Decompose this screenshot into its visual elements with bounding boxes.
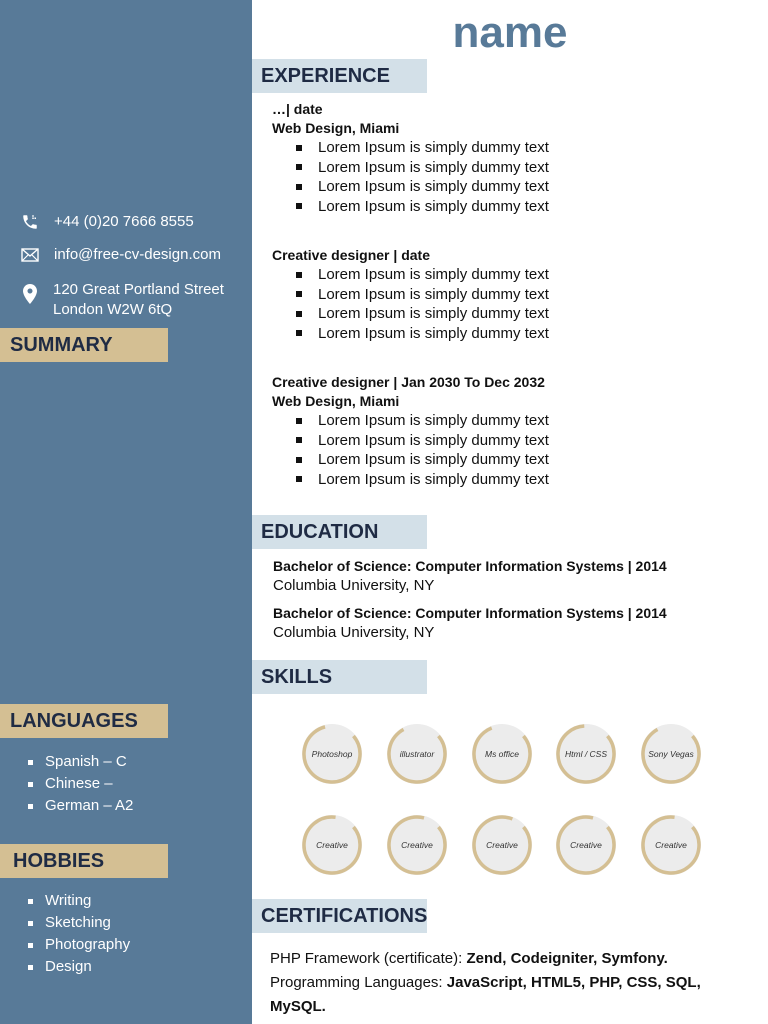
hobby-item: Writing: [28, 890, 130, 912]
skills-heading: SKILLS: [252, 660, 427, 694]
languages-heading: LANGUAGES: [0, 704, 168, 738]
job-bullet: Lorem Ipsum is simply dummy text: [272, 470, 752, 490]
job-bullet: Lorem Ipsum is simply dummy text: [272, 304, 752, 324]
address-line-2: London W2W 6tQ: [53, 301, 173, 318]
phone-icon: [20, 212, 40, 232]
job-bullet: Lorem Ipsum is simply dummy text: [272, 411, 752, 431]
skill-circle: [387, 815, 447, 875]
hobby-item: Sketching: [28, 912, 130, 934]
language-item: Spanish – C: [28, 751, 133, 773]
candidate-name: name: [452, 8, 568, 57]
job-company: Web Design, Miami: [272, 120, 400, 136]
skill-circle: [641, 815, 701, 875]
job-title: Creative designer | Jan 2030 To Dec 2032: [272, 374, 545, 390]
skill-label: Creative: [655, 840, 687, 850]
envelope-icon: [20, 245, 40, 265]
skill-label: Photoshop: [311, 749, 353, 759]
skill-circle: [387, 724, 447, 784]
certification-line-2: Programming Languages: JavaScript, HTML5, PHP, CSS, SQL, MySQL.: [270, 974, 701, 1015]
job-bullet: Lorem Ipsum is simply dummy text: [272, 431, 752, 451]
contact-address: [20, 280, 224, 320]
contact-email: [20, 245, 221, 265]
certification-line-1: PHP Framework (certificate): Zend, Codeigniter, Symfony.: [270, 950, 668, 967]
job-title: Creative designer | date: [272, 247, 430, 263]
language-item: Chinese –: [28, 773, 133, 795]
hobby-item: Photography: [28, 934, 130, 956]
degree: Bachelor of Science: Computer Information Systems | 2014: [273, 558, 667, 574]
job-bullet: Lorem Ipsum is simply dummy text: [272, 177, 752, 197]
job-bullet: Lorem Ipsum is simply dummy text: [272, 450, 752, 470]
skill-circle: [556, 815, 616, 875]
education-heading: EDUCATION: [252, 515, 427, 549]
experience-entry-1: [272, 100, 752, 216]
hobbies-list: [28, 890, 130, 978]
education-entry-2: [273, 604, 753, 642]
address-line-1: 120 Great Portland Street: [53, 281, 224, 298]
skill-circle: [302, 815, 362, 875]
school: Columbia University, NY: [273, 624, 435, 641]
skill-label: Creative: [401, 840, 433, 850]
summary-heading: SUMMARY: [0, 328, 168, 362]
job-bullet: Lorem Ipsum is simply dummy text: [272, 197, 752, 217]
location-pin-icon: [20, 284, 40, 304]
hobby-item: Design: [28, 956, 130, 978]
skill-circle: [472, 815, 532, 875]
experience-heading: EXPERIENCE: [252, 59, 427, 93]
email-text: info@free-cv-design.com: [54, 246, 221, 263]
skill-label: Ms office: [484, 749, 519, 759]
skill-label: illustrator: [399, 749, 435, 759]
contact-phone: [20, 212, 194, 232]
certifications-heading: CERTIFICATIONS: [252, 899, 427, 933]
degree: Bachelor of Science: Computer Information Systems | 2014: [273, 605, 667, 621]
skill-label: Sony Vegas: [648, 749, 694, 759]
job-bullet: Lorem Ipsum is simply dummy text: [272, 285, 752, 305]
skill-circle: [472, 724, 532, 784]
phone-text: +44 (0)20 7666 8555: [54, 213, 194, 230]
job-title: …| date: [272, 101, 323, 117]
school: Columbia University, NY: [273, 577, 435, 594]
experience-entry-3: [272, 373, 752, 489]
job-bullet: Lorem Ipsum is simply dummy text: [272, 138, 752, 158]
skill-circle: [641, 724, 701, 784]
job-bullet: Lorem Ipsum is simply dummy text: [272, 324, 752, 344]
job-bullet: Lorem Ipsum is simply dummy text: [272, 158, 752, 178]
skill-label: Creative: [486, 840, 518, 850]
skill-circle: [556, 724, 616, 784]
hobbies-heading: HOBBIES: [0, 844, 168, 878]
experience-entry-2: [272, 246, 752, 343]
job-company: Web Design, Miami: [272, 393, 400, 409]
skill-circle: [302, 724, 362, 784]
job-bullet: Lorem Ipsum is simply dummy text: [272, 265, 752, 285]
skill-label: Creative: [570, 840, 602, 850]
education-entry-1: [273, 557, 753, 595]
skill-label: Creative: [316, 840, 348, 850]
languages-list: [28, 751, 133, 817]
language-item: German – A2: [28, 795, 133, 817]
skill-label: Html / CSS: [564, 749, 608, 759]
